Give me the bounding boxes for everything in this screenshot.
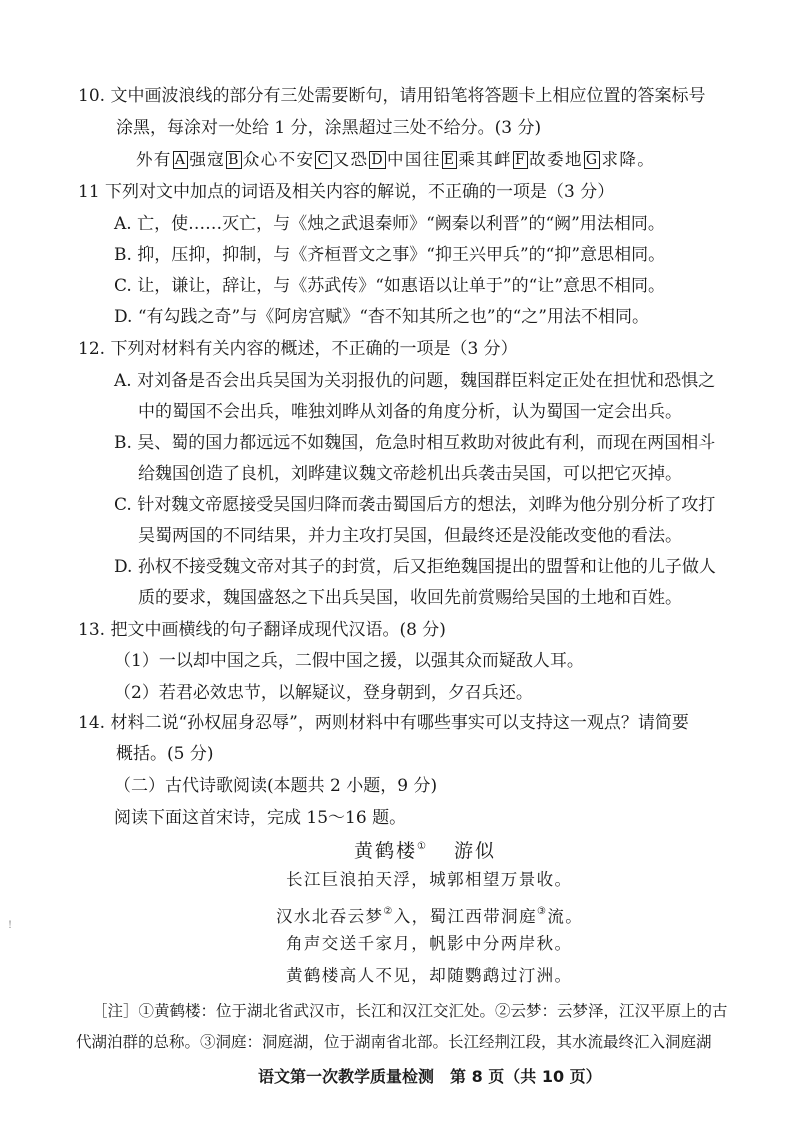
poem-line-2 — [276, 901, 583, 928]
answer-box-f: F — [515, 152, 527, 168]
q12-option-d-line2: 质的要求，魏国盛怒之下出兵吴国，收回先前赏赐给吴国的土地和百姓。 — [138, 588, 682, 608]
q13-sentence-1: （1）一以却中国之兵，二假中国之援，以强其众而疑敌人耳。 — [114, 651, 584, 671]
notes-line2: 代湖泊群的总称。③洞庭：洞庭湖，位于湖南省北部。长江经荆江段，其水流最终汇入洞庭湖 — [76, 1033, 712, 1051]
poem-author: 游似 — [454, 840, 497, 862]
q10-line2: 涂黑，每涂对一处给 1 分，涂黑超过三处不给分。(3 分) — [116, 118, 542, 138]
q10-line1: 10. 文中画波浪线的部分有三处需要断句，请用铅笔将答题卡上相应位置的答案标号 — [78, 86, 706, 106]
q12-option-d-line1: D. 孙权不接受魏文帝对其子的封赏，后又拒绝魏国提出的盟誓和让他的儿子做人 — [114, 557, 716, 577]
q13-stem: 13. 把文中画横线的句子翻译成现代汉语。(8 分) — [78, 620, 446, 640]
answer-box-d: D — [371, 152, 385, 168]
seg-text: 众心不安 — [242, 150, 315, 169]
section-intro: 阅读下面这首宋诗，完成 15～16 题。 — [114, 808, 407, 828]
notes-line1: ［注］①黄鹤楼：位于湖北省武汉市，长江和汉江交汇处。②云梦：云梦泽，江汉平原上的古 — [92, 1002, 728, 1020]
seg-text: 故委地 — [529, 150, 583, 169]
poem-note-3: ③ — [536, 906, 548, 917]
poem-note-2: ② — [383, 906, 394, 917]
q12-stem: 12. 下列对材料有关内容的概述，不正确的一项是（3 分） — [78, 339, 518, 359]
poem-title: 黄鹤楼 — [354, 840, 418, 862]
poem-line-2-part-b: 入，蜀江西带洞庭 — [393, 907, 537, 926]
q11-option-a: A. 亡，使……灭亡，与《烛之武退秦师》“阙秦以利晋”的“阙”用法相同。 — [114, 214, 665, 234]
answer-box-g: G — [585, 152, 599, 168]
answer-box-e: E — [443, 152, 456, 168]
page-footer: 语文第一次教学质量检测 第 8 页（共 10 页） — [258, 1067, 602, 1086]
seg-text: 求降。 — [601, 150, 656, 169]
q12-option-c-line1: C. 针对魏文帝愿接受吴国归降而袭击蜀国后方的想法，刘晔为他分别分析了攻打 — [114, 495, 716, 515]
q11-option-d: D. “有勾践之奇”与《阿房宫赋》“杳不知其所之也”的“之”用法不相同。 — [114, 307, 649, 327]
q12-option-c-line2: 吴蜀两国的不同结果，并力主攻打吴国，但最终还是没能改变他的看法。 — [138, 526, 682, 546]
poem-title-line — [354, 836, 496, 862]
q12-option-b-line1: B. 吴、蜀的国力都远远不如魏国，危急时相互救助对彼此有利，而现在两国相斗 — [114, 433, 716, 453]
answer-box-c: C — [317, 152, 330, 168]
margin-mark: ! — [8, 920, 13, 931]
seg-text: 中国往 — [387, 150, 441, 169]
section-heading: （二）古代诗歌阅读(本题共 2 小题，9 分) — [114, 776, 438, 796]
q12-option-a-line2: 中的蜀国不会出兵，唯独刘晔从刘备的角度分析，认为蜀国一定会出兵。 — [138, 402, 682, 422]
q13-sentence-2: （2）若君必效忠节，以解疑议，登身朝到，夕召兵还。 — [114, 683, 533, 703]
poem-line-4: 黄鹤楼高人不见，却随鹦鹉过汀洲。 — [286, 966, 573, 985]
poem-line-2-part-c: 流。 — [547, 907, 584, 926]
seg-text: 又恐 — [332, 150, 369, 169]
answer-box-a: A — [174, 152, 187, 168]
q11-option-c: C. 让，谦让，辞让，与《苏武传》“如惠语以让单于”的“让”意思不相同。 — [114, 276, 665, 296]
poem-line-1: 长江巨浪拍天浮，城郭相望万景收。 — [286, 870, 573, 889]
answer-box-b: B — [228, 152, 240, 168]
q11-option-b: B. 抑，压抑，抑制，与《齐桓晋文之事》“抑王兴甲兵”的“抑”意思相同。 — [114, 245, 666, 265]
seg-text: 乘其衅 — [458, 150, 513, 169]
seg-text: 强寇 — [189, 150, 226, 169]
q14-line2: 概括。(5 分) — [116, 744, 214, 764]
poem-title-note: ① — [417, 841, 428, 852]
poem-line-3: 角声交送千家月，帆影中分两岸秋。 — [286, 934, 573, 953]
poem-line-2-part-a: 汉水北吞云梦 — [276, 907, 384, 926]
q12-option-a-line1: A. 对刘备是否会出兵吴国为关羽报仇的问题，魏国群臣料定正处在担忧和恐惧之 — [114, 371, 716, 391]
q10-sentence — [136, 149, 655, 171]
q12-option-b-line2: 给魏国创造了良机，刘晔建议魏文帝趁机出兵袭击吴国，可以把它灭掉。 — [138, 464, 682, 484]
q11-stem: 11 下列对文中加点的词语及相关内容的解说，不正确的一项是（3 分） — [78, 182, 615, 202]
q14-line1: 14. 材料二说“孙权屈身忍辱”，两则材料中有哪些事实可以支持这一观点？请简要 — [78, 713, 689, 733]
seg-text: 外有 — [136, 150, 172, 169]
